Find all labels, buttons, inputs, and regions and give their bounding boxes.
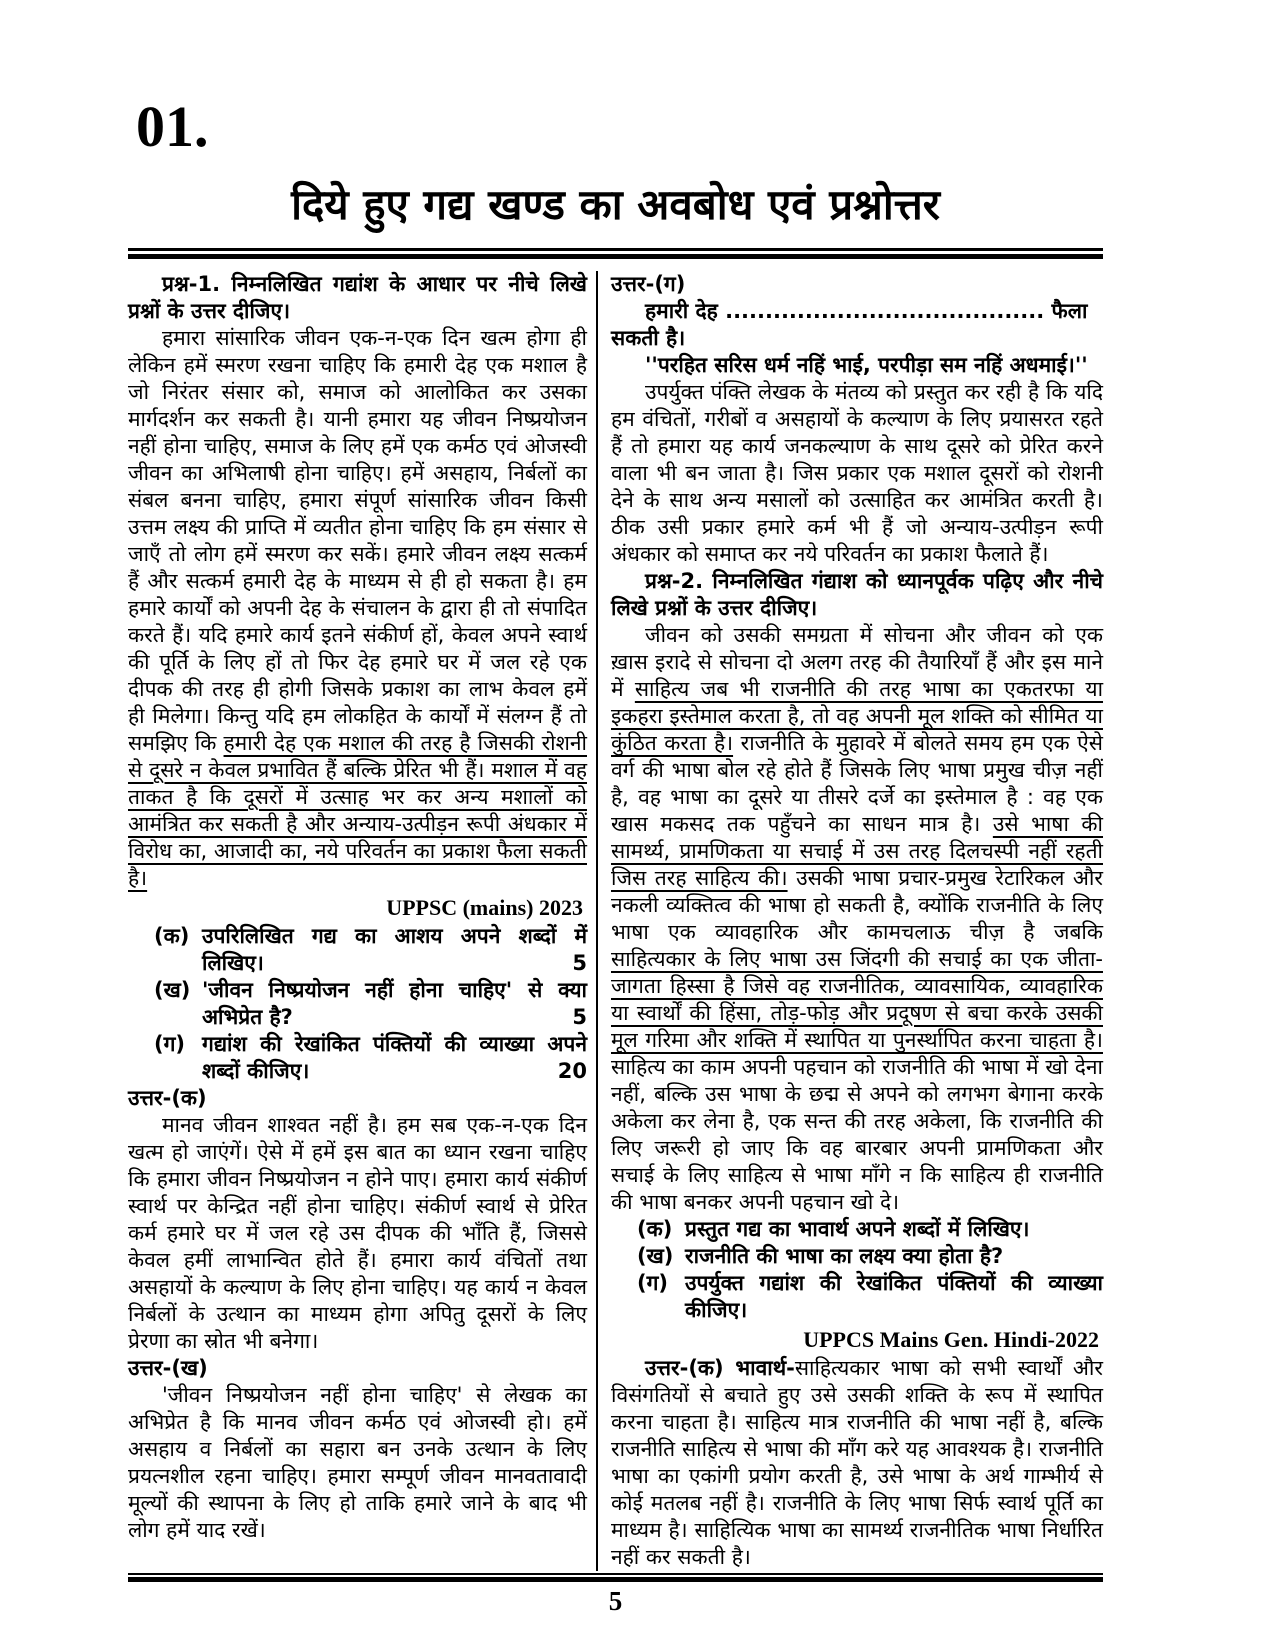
- question-2a-text: प्रस्तुत गद्य का भावार्थ अपने शब्दों में लिखिए।: [685, 1217, 1030, 1242]
- passage-2-normal-2: राजनीति के मुहावरे में बोलते समय हम एक ऐसे वर्ग की भाषा बोल रहे होते हैं जिसके लिए भाषा प्रमुख चीज़ नहीं है, वह भाषा का दूसरे या तीसरे दर्जे का इस्तेमाल है : वह एक खास मकसद तक पहुँचने का साधन मात्र है।: [611, 731, 1103, 837]
- answer-2a-lead: उत्तर-(क) भावार्थ-: [645, 1356, 795, 1381]
- passage-2-underlined-2: उसे भाषा की सामर्थ्य, प्रामणिकता या सचाई में उस तरह दिलचस्पी नहीं रहती जिस तरह साहित्य की।: [611, 812, 1104, 891]
- question-1b-label: (ख): [154, 978, 191, 1003]
- answer-b-heading: उत्तर-(ख): [128, 1356, 208, 1381]
- question-2b-text: राजनीति की भाषा का लक्ष्य क्या होता है?: [685, 1244, 1004, 1269]
- answer-2a-paragraph: [611, 1355, 1103, 1571]
- question-1c-text: गद्यांश की रेखांकित पंक्तियों की व्याख्या अपने शब्दों कीजिए।: [202, 1032, 587, 1084]
- title-divider-rule: [128, 248, 1103, 259]
- question-1c-label: (ग): [154, 1032, 186, 1057]
- question-2c: [611, 1270, 1103, 1324]
- passage-2-underlined-1: साहित्य जब भी राजनीति की तरह भाषा का एकतरफा या इकहरा इस्तेमाल करता है, तो वह अपनी मूल शक्ति को सीमित या कुंठित करता है।: [611, 677, 1104, 756]
- exam-source-uppcs-2022: UPPCS Mains Gen. Hindi-2022: [803, 1327, 1099, 1353]
- passage-2-underlined-3: साहित्यकार के लिए भाषा उस जिंदगी की सचाई का एक जीता-जागता हिस्सा है जिसे वह राजनीतिक, व्यावसायिक, व्यावहारिक या स्वार्थों की हिंसा, तोड़-फोड़ और प्रदूषण से बचा करके उसकी मूल गरिमा और शक्ति में स्थापित या पुनर्स्थापित करना चाहता है।: [611, 947, 1103, 1053]
- question-2a: [611, 1216, 1103, 1243]
- left-column: [128, 271, 596, 1571]
- question-1a-text: उपरिलिखित गद्य का आशय अपने शब्दों में लिखिए।: [202, 924, 587, 976]
- answer-c-heading: उत्तर-(ग): [611, 272, 686, 297]
- question-1b-body: [202, 977, 587, 1031]
- chapter-number: 01.: [136, 94, 209, 159]
- passage-1-underlined: हमारी देह एक मशाल की तरह है जिसकी रोशनी से दूसरे न केवल प्रभावित हैं बल्कि प्रेरित भी हैं। मशाल में वह ताकत है कि दूसरों में उत्साह भर कर अन्य मशालों को आमंत्रित कर सकती है और अन्याय-उत्पीड़न रूपी अंधकार में विरोध का, आजादी का, नये परिवर्तन का प्रकाश फैला सकती है।: [128, 731, 587, 891]
- question-1c: [128, 1031, 587, 1085]
- passage-2-normal-1: जीवन को उसकी समग्रता में सोचना और जीवन को एक ख़ास इरादे से सोचना दो अलग तरह की तैयारियाँ हैं और इस माने में: [611, 623, 1103, 702]
- question-1b-marks: 5: [572, 1005, 587, 1030]
- question-1a: [128, 923, 587, 977]
- question-1a-label: (क): [154, 924, 190, 949]
- two-column-layout: [128, 271, 1103, 1571]
- question-1a-body: [202, 923, 587, 977]
- passage-2-normal-3: उसकी भाषा प्रचार-प्रमुख रेटारिकल और नकली व्यक्तित्व की भाषा हो सकती है, क्योंकि राजनीति के लिए भाषा एक व्यावहारिक और कामचलाऊ चीज़ है जबकि: [611, 866, 1103, 945]
- question-1b: [128, 977, 587, 1031]
- answer-c-fill-line: हमारी देह ........................................ फैला सकती है।: [611, 299, 1088, 351]
- question-1-heading: प्रश्न-1. निम्नलिखित गद्यांश के आधार पर नीचे लिखे प्रश्नों के उत्तर दीजिए।: [128, 272, 587, 324]
- question-1c-body: [202, 1031, 587, 1085]
- question-2b: [611, 1243, 1103, 1270]
- passage-2: [611, 622, 1103, 1216]
- answer-c-quote: ''परहित सरिस धर्म नहिं भाई, परपीड़ा सम नहिं अधमाई।'': [645, 353, 1088, 378]
- answer-c-text: उपर्युक्त पंक्ति लेखक के मंतव्य को प्रस्तुत कर रही है कि यदि हम वंचितों, गरीबों व असहायों के कल्याण के लिए प्रयासरत रहते हैं तो हमारा यह कार्य जनकल्याण के साथ दूसरे को प्रेरित करने वाला भी बन जाता है। जिस प्रकार एक मशाल दूसरों को रोशनी देने के साथ अन्य मसालों को उत्साहित कर आमंत्रित करती है। ठीक उसी प्रकार हमारे कर्म भी हैं जो अन्याय-उत्पीड़न रूपी अंधकार को समाप्त कर नये परिवर्तन का प्रकाश फैलाते हैं।: [611, 380, 1103, 567]
- question-2c-text: उपर्युक्त गद्यांश की रेखांकित पंक्तियों की व्याख्या कीजिए।: [685, 1271, 1103, 1323]
- passage-2-normal-4: साहित्य का काम अपनी पहचान को राजनीति की भाषा में खो देना नहीं, बल्कि उस भाषा के छद्म से अपने को लगभग बेगाना करके अकेला कर लेना है, एक सन्त की तरह अकेला, कि राजनीति की लिए जरूरी हो जाए कि वह बारबार अपनी प्रामणिकता और सचाई के लिए साहित्य से भाषा माँगे न कि साहित्य ही राजनीति की भाषा बनकर अपनी पहचान खो दे।: [611, 1055, 1103, 1215]
- question-2b-label: (ख): [637, 1244, 674, 1269]
- question-1c-marks: 20: [557, 1059, 587, 1084]
- question-1a-marks: 5: [572, 951, 587, 976]
- right-column: [598, 271, 1103, 1571]
- question-2a-label: (क): [637, 1217, 673, 1242]
- answer-a-text: मानव जीवन शाश्वत नहीं है। हम सब एक-न-एक दिन खत्म हो जाएंगें। ऐसे में हमें इस बात का ध्यान रखना चाहिए कि हमारा जीवन निष्प्रयोजन न होने पाए। हमारा कार्य संकीर्ण स्वार्थ पर केन्द्रित नहीं होना चाहिए। संकीर्ण स्वार्थ से प्रेरित कर्म हमारे घर में जल रहे उस दीपक की भाँति हैं, जिससे केवल हमीं लाभान्वित होते हैं। हमारा कार्य वंचितों तथा असहायों के कल्याण के लिए होना चाहिए। यह कार्य न केवल निर्बलों के उत्थान का माध्यम होगा अपितु दूसरों के लिए प्रेरणा का स्रोत भी बनेगा।: [128, 1113, 587, 1354]
- passage-1-normal: हमारा सांसारिक जीवन एक-न-एक दिन खत्म होगा ही लेकिन हमें स्मरण रखना चाहिए कि हमारी देह एक मशाल है जो निरंतर संसार को, समाज को आलोकित कर उसका मार्गदर्शन कर सकती है। यानी हमारा यह जीवन निष्प्रयोजन नहीं होना चाहिए, समाज के लिए हमें एक कर्मठ एवं ओजस्वी जीवन का अभिलाषी होना चाहिए। हमें असहाय, निर्बलों का संबल बनना चाहिए, हमारा संपूर्ण सांसारिक जीवन किसी उत्तम लक्ष्य की प्राप्ति में व्यतीत होना चाहिए कि हम संसार से जाएँ तो लोग हमें स्मरण कर सकें। हमारे जीवन लक्ष्य सत्कर्म हैं और सत्कर्म हमारी देह के माध्यम से ही हो सकता है। हम हमारे कार्यों को अपनी देह के संचालन के द्वारा ही तो संपादित करते हैं। यदि हमारे कार्य इतने संकीर्ण हों, केवल अपने स्वार्थ की पूर्ति के लिए हों तो फिर देह हमारे घर में जल रहे एक दीपक की तरह ही होगी जिसके प्रकाश का लाभ केवल हमें ही मिलेगा। किन्तु यदि हम लोकहित के कार्यों में संलग्न हैं तो समझिए कि: [128, 326, 587, 756]
- question-2-heading: प्रश्न-2. निम्नलिखित गंद्याश को ध्यानपूर्वक पढ़िए और नीचे लिखे प्रश्नों के उत्तर दीजिए।: [611, 569, 1103, 621]
- question-1b-text: 'जीवन निष्प्रयोजन नहीं होना चाहिए' से क्या अभिप्रेत है?: [202, 978, 587, 1030]
- answer-2a-text: साहित्यकार भाषा को सभी स्वार्थों और विसंगतियों से बचाते हुए उसे उसकी शक्ति के रूप में स्थापित करना चाहता है। साहित्य मात्र राजनीति की भाषा नहीं है, बल्कि राजनीति साहित्य से भाषा की माँग करे यह आवश्यक है। राजनीति भाषा का एकांगी प्रयोग करती है, उसे भाषा के अर्थ गाम्भीर्य से कोई मतलब नहीं है। राजनीति के लिए भाषा सिर्फ स्वार्थ पूर्ति का माध्यम है। साहित्यिक भाषा का सामर्थ्य राजनीतिक भाषा निर्धारित नहीं कर सकती है।: [611, 1356, 1103, 1570]
- footer-rule: [128, 1573, 1103, 1582]
- question-2c-label: (ग): [637, 1271, 669, 1296]
- page-title: दिये हुए गद्य खण्ड का अवबोध एवं प्रश्नोत्तर: [291, 180, 940, 229]
- passage-1: [128, 325, 587, 892]
- answer-a-heading: उत्तर-(क): [128, 1086, 207, 1111]
- answer-b-text: 'जीवन निष्प्रयोजन नहीं होना चाहिए' से लेखक का अभिप्रेत है कि मानव जीवन कर्मठ एवं ओजस्वी हो। हमें असहाय व निर्बलों का सहारा बन उनके उत्थान के लिए प्रयत्नशील रहना चाहिए। हमारा सम्पूर्ण जीवन मानवतावादी मूल्यों की स्थापना के लिए हो ताकि हमारे जाने के बाद भी लोग हमें याद रखें।: [128, 1383, 587, 1543]
- exam-source-uppsc-2023: UPPSC (mains) 2023: [386, 895, 583, 921]
- page-number: 5: [608, 1586, 623, 1617]
